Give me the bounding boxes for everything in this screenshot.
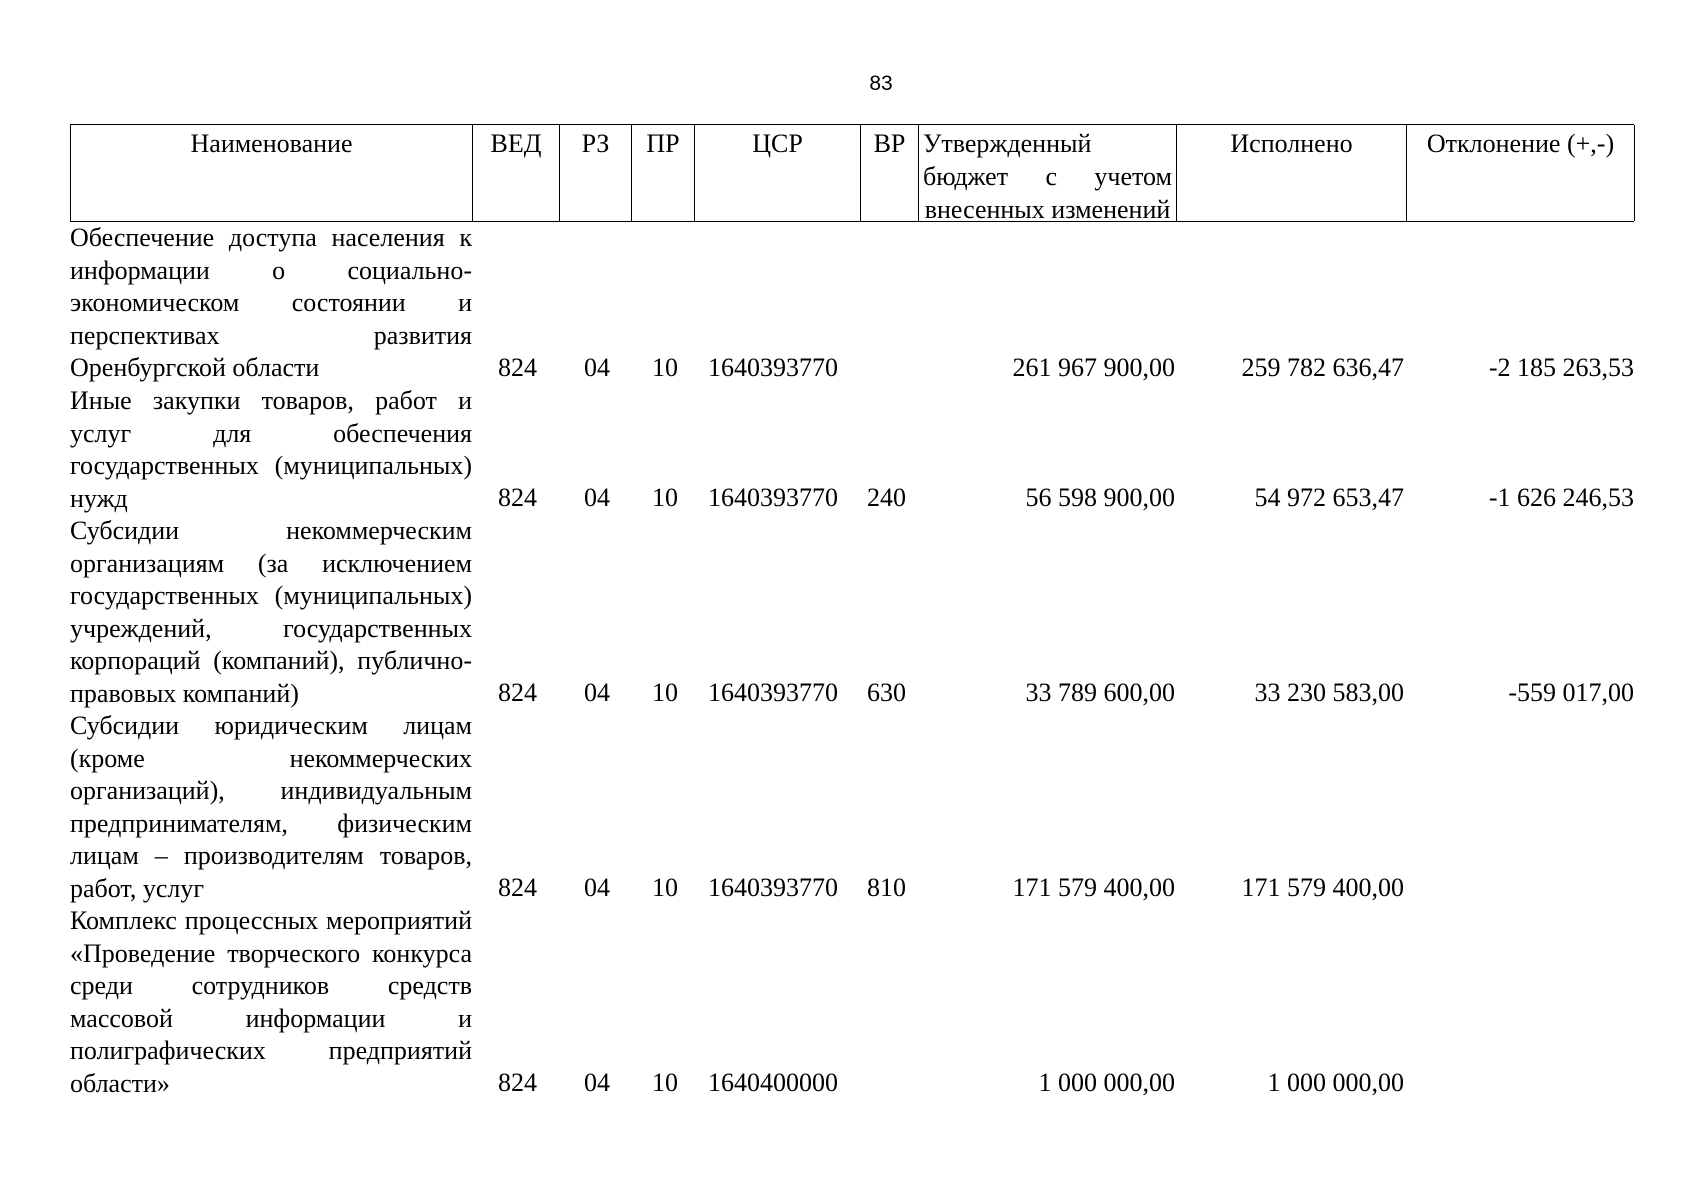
- row-ved: 824: [498, 353, 537, 383]
- row-vr: 240: [867, 483, 906, 513]
- header-budget: Утвержденный бюджет с учетом внесенных изменений: [919, 125, 1177, 221]
- row-budget: 171 579 400,00: [1012, 873, 1175, 903]
- row-rz: 04: [584, 353, 610, 383]
- row-pr: 10: [652, 483, 678, 513]
- row-budget: 33 789 600,00: [1025, 678, 1175, 708]
- header-rz: РЗ: [560, 125, 632, 221]
- row-executed: 33 230 583,00: [1254, 678, 1404, 708]
- row-pr: 10: [652, 353, 678, 383]
- header-pr: ПР: [632, 125, 695, 221]
- row-budget: 56 598 900,00: [1025, 483, 1175, 513]
- table-row: [70, 385, 1634, 515]
- row-executed: 1 000 000,00: [1267, 1068, 1404, 1098]
- row-csr: 1640393770: [708, 873, 838, 903]
- row-csr: 1640393770: [708, 353, 838, 383]
- row-name: Иные закупки товаров, работ и услуг для обеспечения государственных (муниципальных) нужд: [70, 386, 472, 513]
- row-ved: 824: [498, 483, 537, 513]
- row-ved: 824: [498, 873, 537, 903]
- table-header: [70, 124, 1634, 222]
- header-vr: ВР: [861, 125, 919, 221]
- row-csr: 1640393770: [708, 678, 838, 708]
- row-executed: 54 972 653,47: [1254, 483, 1404, 513]
- row-budget: 1 000 000,00: [1038, 1068, 1175, 1098]
- row-vr: 810: [867, 873, 906, 903]
- header-name: Наименование: [71, 125, 473, 221]
- row-rz: 04: [584, 678, 610, 708]
- header-ved: ВЕД: [473, 125, 560, 221]
- row-name: Обеспечение доступа населения к информации о социально-экономическом состоянии и перспективах развития Оренбургской области: [70, 223, 472, 383]
- table-row: [70, 905, 1634, 1100]
- row-vr: 630: [867, 678, 906, 708]
- row-name: Субсидии юридическим лицам (кроме некоммерческих организаций), индивидуальным предпринимателям, физическим лицам – производителям товаров, работ, услуг: [70, 711, 472, 903]
- row-rz: 04: [584, 1068, 610, 1098]
- row-ved: 824: [498, 678, 537, 708]
- row-name: Комплекс процессных мероприятий «Проведение творческого конкурса среди сотрудников средств массовой информации и полиграфических предприятий области»: [70, 906, 472, 1098]
- row-deviation: -1 626 246,53: [1488, 483, 1634, 513]
- row-pr: 10: [652, 1068, 678, 1098]
- row-pr: 10: [652, 678, 678, 708]
- row-name: Субсидии некоммерческим организациям (за исключением государственных (муниципальных) учреждений, государственных корпораций (компаний), публично-правовых компаний): [70, 516, 472, 708]
- header-deviation: Отклонение (+,-): [1407, 125, 1635, 221]
- table-row: [70, 710, 1634, 905]
- row-executed: 171 579 400,00: [1241, 873, 1404, 903]
- row-deviation: -2 185 263,53: [1488, 353, 1634, 383]
- header-csr: ЦСР: [695, 125, 861, 221]
- row-rz: 04: [584, 873, 610, 903]
- row-csr: 1640400000: [708, 1068, 838, 1098]
- row-rz: 04: [584, 483, 610, 513]
- table-row: [70, 222, 1634, 385]
- row-csr: 1640393770: [708, 483, 838, 513]
- row-executed: 259 782 636,47: [1241, 353, 1404, 383]
- row-budget: 261 967 900,00: [1012, 353, 1175, 383]
- row-ved: 824: [498, 1068, 537, 1098]
- header-executed: Исполнено: [1177, 125, 1407, 221]
- row-deviation: -559 017,00: [1508, 678, 1634, 708]
- page-number: 83: [869, 72, 893, 95]
- row-pr: 10: [652, 873, 678, 903]
- table-row: [70, 515, 1634, 710]
